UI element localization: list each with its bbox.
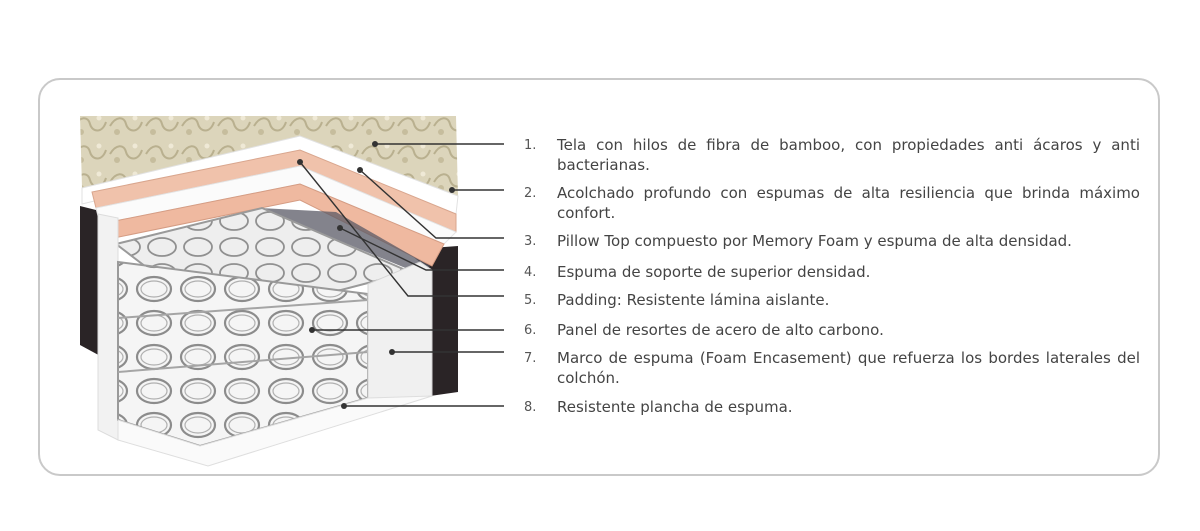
legend-text: Pillow Top compuesto por Memory Foam y espuma de alta densidad. xyxy=(557,232,1072,250)
legend-item-8 xyxy=(524,397,1140,418)
legend-number: 5. xyxy=(524,293,537,308)
legend-text: Tela con hilos de fibra de bamboo, con propiedades anti ácaros y anti bacterianas. xyxy=(557,136,1140,174)
legend-text: Resistente plancha de espuma. xyxy=(557,398,793,416)
legend-item-6 xyxy=(524,320,1140,341)
leader-dot-5 xyxy=(297,159,303,165)
legend-number: 2. xyxy=(524,186,537,201)
leader-dot-6 xyxy=(309,327,315,333)
legend-item-2 xyxy=(524,183,1140,223)
leader-dot-1 xyxy=(372,141,378,147)
leader-dot-8 xyxy=(341,403,347,409)
legend-text: Marco de espuma (Foam Encasement) que refuerza los bordes laterales del colchón. xyxy=(557,349,1140,387)
leader-dot-2 xyxy=(449,187,455,193)
legend-number: 8. xyxy=(524,400,537,415)
legend-number: 1. xyxy=(524,138,537,153)
legend-item-5 xyxy=(524,290,1140,311)
legend-number: 3. xyxy=(524,234,537,249)
legend-item-7 xyxy=(524,348,1140,388)
legend-text: Acolchado profundo con espumas de alta resiliencia que brinda máximo confort. xyxy=(557,184,1140,222)
legend-text: Panel de resortes de acero de alto carbono. xyxy=(557,321,884,339)
legend-number: 6. xyxy=(524,323,537,338)
legend-number: 4. xyxy=(524,265,537,280)
legend-item-4 xyxy=(524,262,1140,283)
left-foam-frame xyxy=(98,214,118,440)
legend-number: 7. xyxy=(524,351,537,366)
legend-text: Padding: Resistente lámina aislante. xyxy=(557,291,830,309)
legend-item-3 xyxy=(524,231,1140,252)
leader-dot-3 xyxy=(357,167,363,173)
legend-item-1 xyxy=(524,135,1140,175)
leader-dot-4 xyxy=(337,225,343,231)
leader-dot-7 xyxy=(389,349,395,355)
foam-encasement-block xyxy=(368,262,432,404)
legend-text: Espuma de soporte de superior densidad. xyxy=(557,263,871,281)
